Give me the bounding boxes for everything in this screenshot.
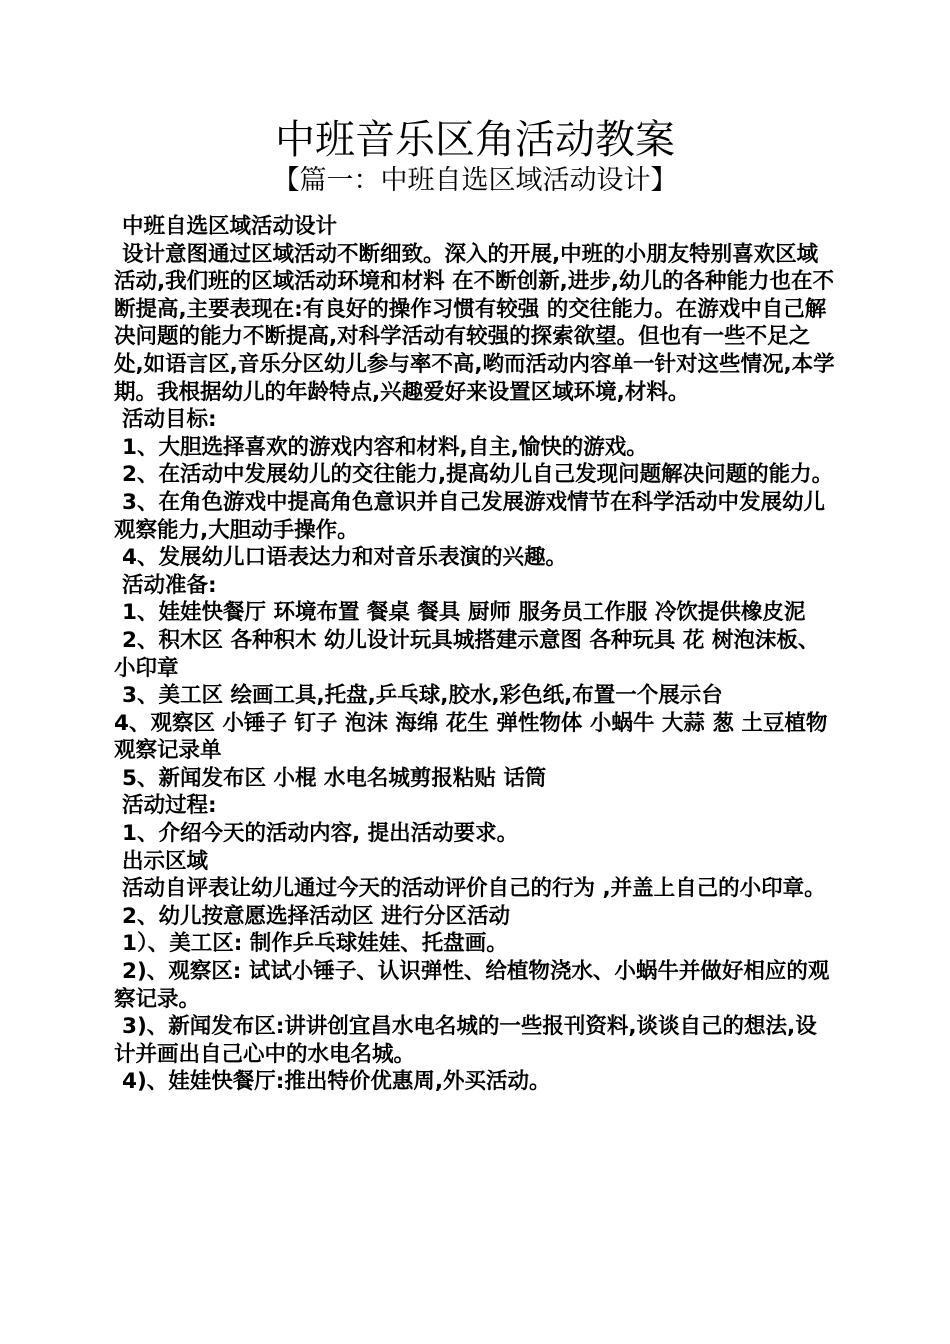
list-item: 1、介绍今天的活动内容, 提出活动要求。: [122, 821, 519, 847]
sub-list-item: 2)、观察区: 试试小锤子、认识弹性、给植物浇水、小蜗牛并做好相应的观察记录。: [114, 959, 830, 1012]
section-heading: 活动目标:: [122, 407, 217, 433]
list-item: 3、在角色游戏中提高角色意识并自己发展游戏情节在科学活动中发展幼儿观察能力,大胆动手操作。: [114, 489, 825, 543]
list-item: 4、发展幼儿口语表达力和对音乐表演的兴趣。: [122, 545, 567, 571]
list-item: 4、观察区 小锤子 钉子 泡沫 海绵 花生 弹性物体 小蜗牛 大蒜 葱 土豆植物 观察记录单: [114, 710, 828, 764]
section-heading: 活动过程:: [122, 793, 217, 819]
list-item: 5、新闻发布区 小棍 水电名城剪报粘贴 话筒: [122, 765, 547, 791]
document-subtitle: 【篇一：中班自选区域活动设计】: [272, 165, 678, 196]
paragraph-design-intent: 设计意图通过区域活动不断细致。深入的开展,中班的小朋友特别喜欢区域活动,我们班的区域活动环境和材料 在不断创新,进步,幼儿的各种能力也在不断提高,主要表现在:有良好的操作习惯有较强 的交往能力。在游戏中自己解决问题的能力不断提高,对科学活动有较强的探索欲望。但也有一些不足之处,如语言区,音乐分区幼儿参与率不高,哟而活动内容单一针对这些情况,本学期。我根据幼儿的年龄特点,兴趣爱好来设置区域环境,材料。: [114, 241, 835, 405]
sub-list-item: 4)、娃娃快餐厅:推出特价优惠周,外买活动。: [122, 1069, 551, 1095]
paragraph: 活动自评表让幼儿通过今天的活动评价自己的行为 ,并盖上自己的小印章。: [122, 876, 826, 902]
list-item: 1、娃娃快餐厅 环境布置 餐桌 餐具 厨师 服务员工作服 冷饮提供橡皮泥: [122, 600, 806, 626]
list-item: 1、大胆选择喜欢的游戏内容和材料,自主,愉快的游戏。: [122, 434, 648, 460]
paragraph: 出示区域: [122, 848, 209, 874]
document-title: 中班音乐区角活动教案: [275, 117, 675, 163]
section-heading: 活动准备:: [122, 572, 217, 598]
sub-list-item: 3)、新闻发布区:讲讲创宜昌水电名城的一些报刊资料,谈谈自己的想法,设计并画出自己心中的水电名城。: [114, 1014, 817, 1067]
list-item: 2、在活动中发展幼儿的交往能力,提高幼儿自己发现问题解决问题的能力。: [122, 462, 834, 488]
sub-list-item: 1）、美工区: 制作乒乓球娃娃、托盘画。: [122, 931, 508, 957]
list-item: 2、积木区 各种积木 幼儿设计玩具城搭建示意图 各种玩具 花 树泡沫板、小印章: [114, 627, 820, 681]
document-body: [114, 213, 836, 1096]
list-item: 2、幼儿按意愿选择活动区 进行分区活动: [122, 903, 510, 929]
list-item: 3、美工区 绘画工具,托盘,乒乓球,胶水,彩色纸,布置一个展示台: [122, 683, 723, 709]
section-heading: 中班自选区域活动设计: [122, 214, 338, 239]
